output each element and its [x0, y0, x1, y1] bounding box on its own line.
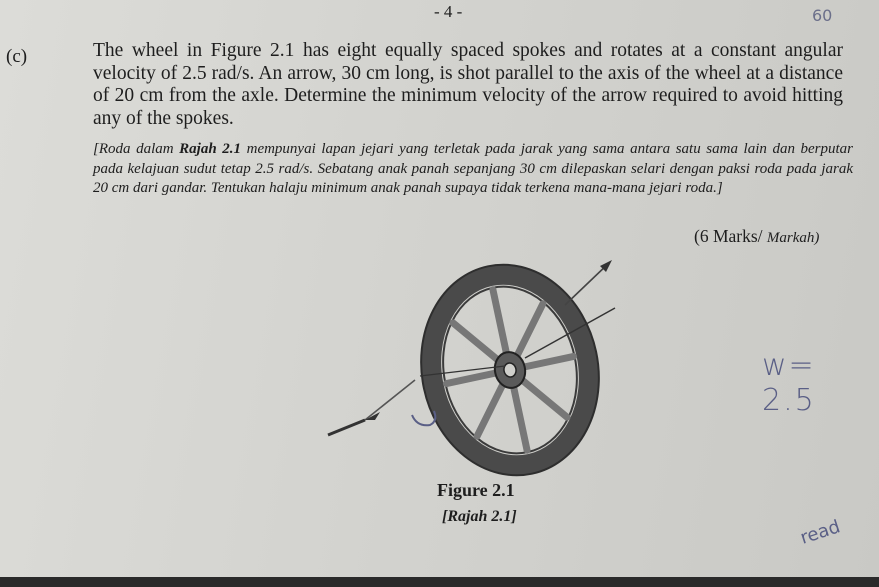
wheel-figure [320, 250, 640, 480]
marks-malay: Markah) [766, 230, 820, 246]
marks-allocation [694, 226, 819, 247]
handwritten-omega-note: w= 2.5 [762, 348, 816, 418]
question-malay-figure-ref: Rajah 2.1 [179, 141, 242, 157]
question-malay-prefix: [Roda dalam [93, 141, 180, 157]
page-bottom-edge [0, 577, 879, 587]
question-text-english: The wheel in Figure 2.1 has eight equally spaced spokes and rotates at a constant angular velocity of 2.5 rad/s. An arrow, 30 cm long, is shot parallel to the axis of the wheel at a distance of 20 cm from the axle. Determine the minimum velocity of the arrow required to avoid hitting any of the spokes. [93, 40, 843, 129]
page-number: - 4 - [434, 2, 463, 21]
arrow-front [565, 260, 612, 305]
figure-caption: Figure 2.1 [437, 480, 515, 500]
arrow-shaft-rear [328, 380, 415, 435]
handwritten-note-bottom: read [797, 516, 843, 549]
handwritten-mark-top: 60 [812, 6, 833, 25]
question-malay-rest: mempunyai lapan jejari yang terletak pada jarak yang sama antara satu sama lain dan berputar pada kelajuan sudut tetap 2.5 rad/s. Sebatang anak panah sepanjang 30 cm dilepaskan selari dengan paksi roda pada jarak 20 cm dari gandar. Tentukan halaju minimum anak panah supaya tidak terkena mana-mana jejari roda.] [93, 141, 854, 196]
marks-english: (6 Marks/ [694, 226, 763, 246]
question-label: (c) [6, 46, 28, 67]
question-text-malay [93, 140, 853, 199]
figure-caption-malay: [Rajah 2.1] [442, 508, 517, 525]
